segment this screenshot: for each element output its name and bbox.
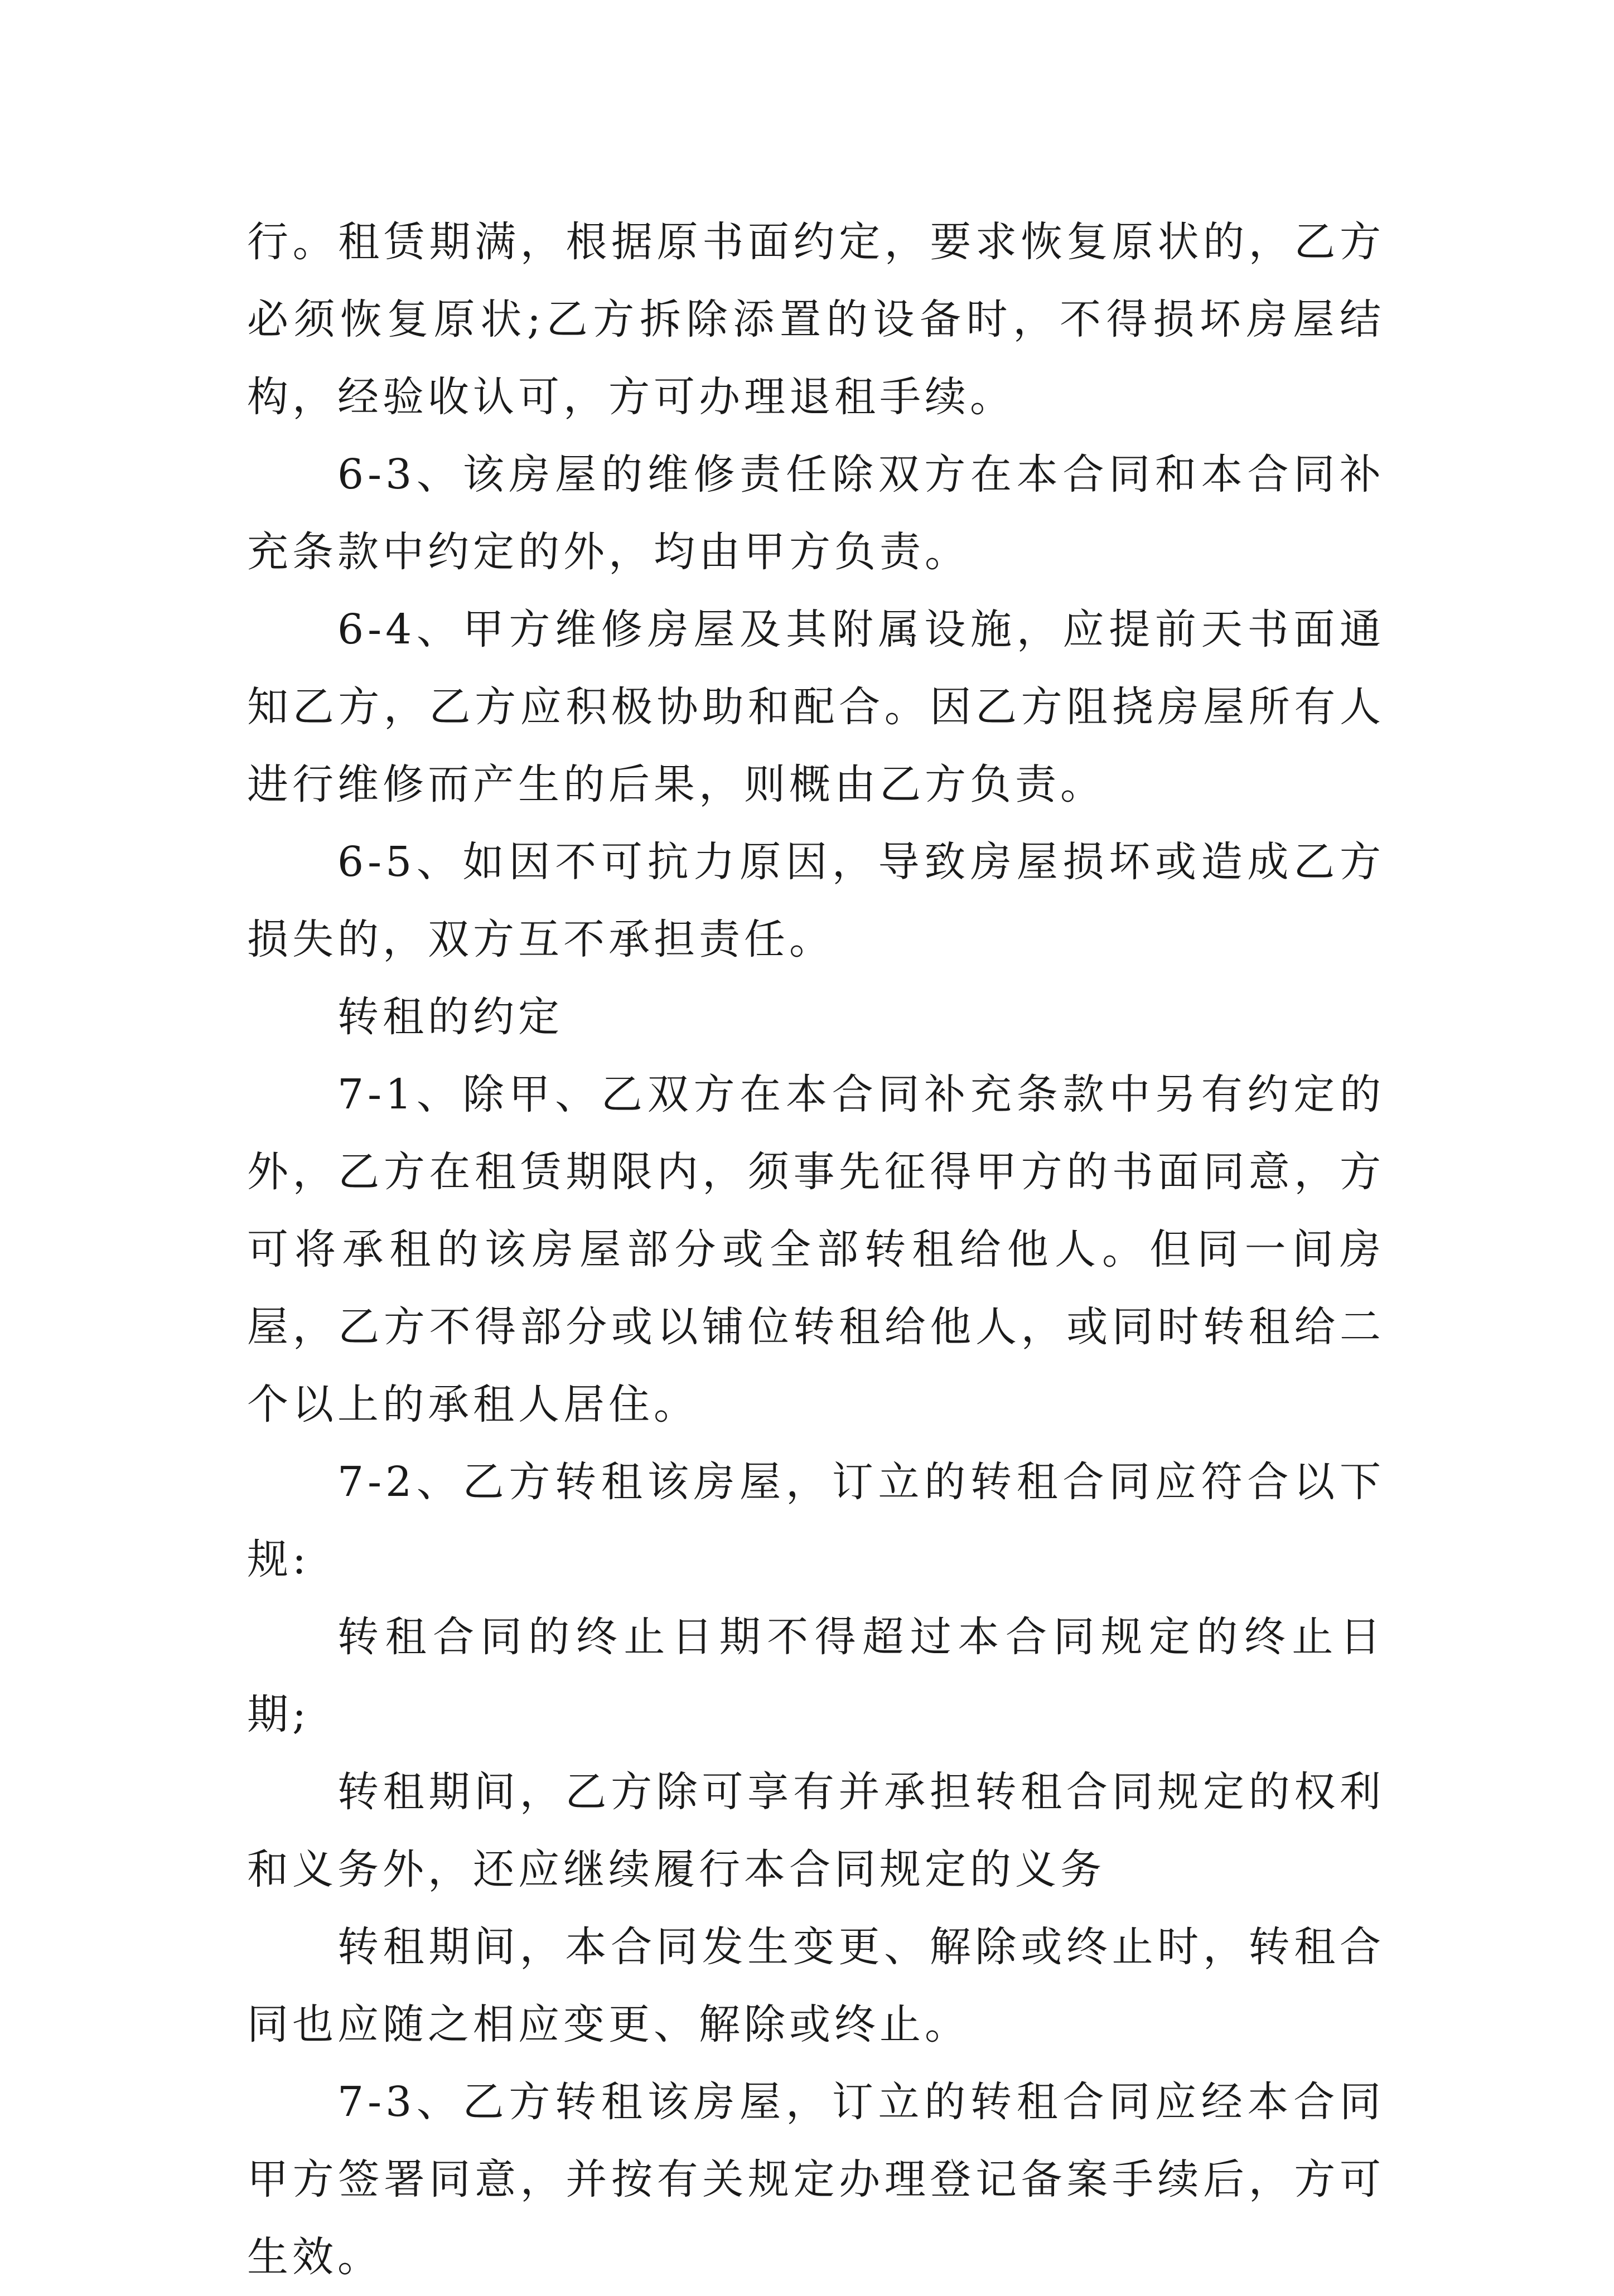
document-body (247, 204, 1385, 2296)
paragraph-sublease-end-date: 转租合同的终止日期不得超过本合同规定的终止日期; (247, 1613, 1385, 1738)
section-heading-sublease: 转租的约定 (337, 993, 563, 1041)
paragraph-clause-7-3: 7-3、乙方转租该房屋，订立的转租合同应经本合同甲方签署同意，并按有关规定办理登记备案手续后，方可生效。 (247, 2078, 1385, 2281)
paragraph-sublease-changes: 转租期间，本合同发生变更、解除或终止时，转租合同也应随之相应变更、解除或终止。 (247, 1923, 1385, 2048)
paragraph-clause-7-1: 7-1、除甲、乙双方在本合同补充条款中另有约定的外，乙方在租赁期限内，须事先征得甲方的书面同意，方可将承租的该房屋部分或全部转租给他人。但同一间房屋，乙方不得部分或以铺位转租给他人，或同时转租给二个以上的承租人居住。 (247, 1071, 1385, 1428)
paragraph-sublease-obligations: 转租期间，乙方除可享有并承担转租合同规定的权利和义务外，还应继续履行本合同规定的义务 (247, 1768, 1385, 1893)
paragraph-clause-6-4: 6-4、甲方维修房屋及其附属设施，应提前天书面通知乙方，乙方应积极协助和配合。因乙方阻挠房屋所有人进行维修而产生的后果，则概由乙方负责。 (247, 606, 1385, 808)
paragraph-restore-condition: 行。租赁期满，根据原书面约定，要求恢复原状的，乙方必须恢复原状;乙方拆除添置的设备时，不得损坏房屋结构，经验收认可，方可办理退租手续。 (247, 218, 1385, 421)
paragraph-clause-7-2: 7-2、乙方转租该房屋，订立的转租合同应符合以下规: (247, 1458, 1385, 1583)
paragraph-clause-6-3: 6-3、该房屋的维修责任除双方在本合同和本合同补充条款中约定的外，均由甲方负责。 (247, 451, 1385, 576)
paragraph-clause-6-5: 6-5、如因不可抗力原因，导致房屋损坏或造成乙方损失的，双方互不承担责任。 (247, 838, 1385, 963)
